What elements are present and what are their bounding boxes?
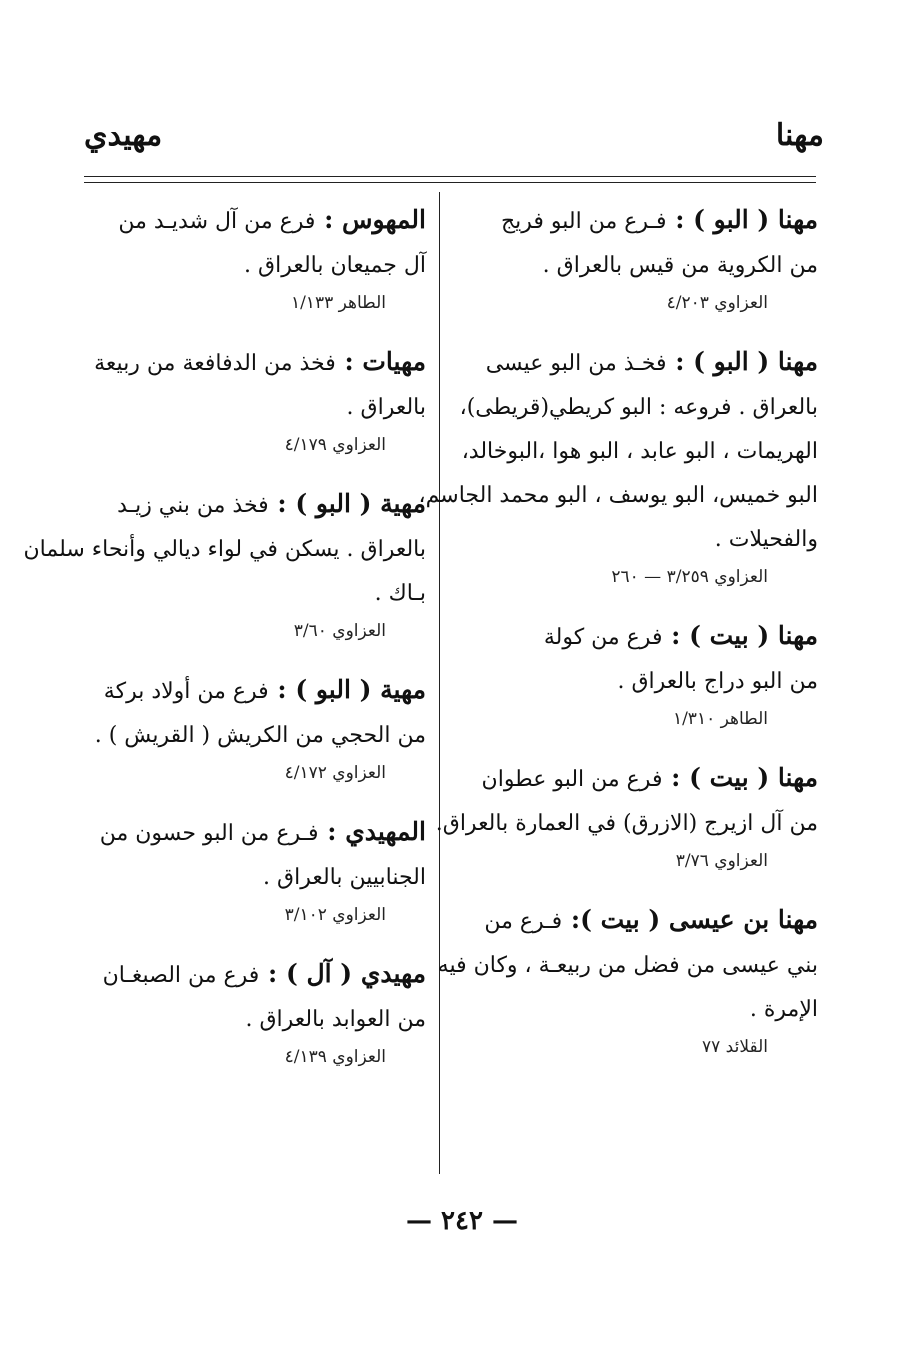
entry-source-reference: الطاهر ١/١٣٣: [290, 293, 386, 313]
dictionary-entry: [466, 198, 818, 318]
dictionary-entry: [86, 198, 426, 318]
entry-line: [86, 714, 426, 758]
entry-text: من العوابد بالعراق .: [245, 1007, 426, 1032]
entry-source-reference: العزاوي ٣/٢٥٩ — ٢٦٠: [611, 567, 768, 587]
entry-text: فـرع من البو حسون من: [99, 821, 319, 846]
entry-text: فرع من آل شديـد من: [118, 209, 316, 234]
entry-source-reference: العزاوي ٤/٢٠٣: [666, 293, 768, 313]
entry-line: [86, 998, 426, 1042]
entry-line: [86, 198, 426, 244]
entry-text: فرع من الصبغـان: [102, 963, 260, 988]
entry-line: [466, 756, 818, 802]
entry-text: من البو دراج بالعراق .: [617, 669, 818, 694]
entry-text: من الكروية من قيس بالعراق .: [542, 253, 818, 278]
entry-line: [466, 518, 818, 562]
entry-line: [466, 244, 818, 288]
entry-line: [86, 810, 426, 856]
dictionary-entry: [418, 340, 818, 592]
entry-text: من آل ازيرج (الازرق) في العمارة بالعراق.: [435, 811, 818, 836]
entry-line: [86, 244, 426, 288]
column-divider: [439, 192, 440, 1174]
entry-text: فـرع من: [484, 909, 563, 934]
entry-text: بـاك .: [374, 581, 426, 606]
entry-text: بالعراق . فروعه : البو كريطي(قريطى)،: [459, 395, 818, 420]
entry-line: [86, 572, 426, 616]
entry-headword: مهنا ( البو ) :: [666, 205, 818, 234]
dictionary-entry: [86, 952, 426, 1072]
entry-text: فخذ من الدفافعة من ربيعة: [94, 351, 336, 376]
entry-headword: مهيات :: [335, 347, 426, 376]
entry-line: [86, 482, 426, 528]
entry-source-reference: العزاوي ٤/١٣٩: [284, 1047, 386, 1067]
entry-source-reference: العزاوي ٣/٦٠: [293, 621, 386, 641]
entry-line: [86, 386, 426, 430]
entry-headword: مهنا ( بيت ) :: [662, 763, 818, 792]
entry-headword: المهوس :: [315, 205, 426, 234]
entry-line: [466, 660, 818, 704]
entry-line: [23, 528, 426, 572]
dictionary-entry: [86, 668, 426, 788]
entry-line: [466, 198, 818, 244]
entry-headword: مهنا بن عيسى ( بيت ):: [562, 905, 818, 934]
dictionary-entry: [86, 340, 426, 460]
dictionary-entry: [437, 898, 818, 1062]
entry-headword: مهية ( البو ) :: [268, 489, 426, 518]
entry-line: [461, 430, 818, 474]
entry-source-reference: العزاوي ٣/١٠٢: [284, 905, 386, 925]
entry-line: [466, 614, 818, 660]
entry-source-reference: العزاوي ٤/١٧٩: [284, 435, 386, 455]
page-number: — ٢٤٢ —: [405, 1206, 519, 1236]
entry-source-reference: الطاهر ١/٣١٠: [672, 709, 768, 729]
entry-text: والفحيلات .: [714, 527, 818, 552]
right-column: [418, 198, 818, 1084]
dictionary-entry: [86, 810, 426, 930]
entry-line: [86, 952, 426, 998]
entry-text: فخـذ من البو عيسى: [485, 351, 667, 376]
dictionary-entry: [23, 482, 426, 646]
entry-headword: مهيدي ( آل ) :: [259, 959, 426, 988]
header-rule-top: [84, 176, 816, 177]
entry-text: الجنابيين بالعراق .: [263, 865, 426, 890]
entry-line: [466, 898, 818, 944]
entry-headword: المهيدي :: [318, 817, 426, 846]
entry-line: [418, 474, 818, 518]
entry-text: بني عيسى من فضل من ربيعـة ، وكان فيه: [437, 953, 818, 978]
entry-source-reference: العزاوي ٤/١٧٢: [284, 763, 386, 783]
entry-line: [435, 802, 818, 846]
entry-text: بالعراق . يسكن في لواء ديالي وأنحاء سلمان: [23, 537, 426, 562]
entry-text: من الحجي من الكريش ( القريش ) .: [94, 723, 426, 748]
entry-headword: مهنا ( البو ) :: [666, 347, 818, 376]
entry-text: فرع من كولة: [543, 625, 663, 650]
entry-line: [86, 668, 426, 714]
entry-text: البو خميس، البو يوسف ، البو محمد الجاسم،: [418, 483, 818, 508]
entry-text: فخذ من بني زيـد: [117, 493, 269, 518]
entry-headword: مهية ( البو ) :: [268, 675, 426, 704]
entry-line: [466, 988, 818, 1032]
entry-text: الإمرة .: [749, 997, 818, 1022]
entry-text: فرع من أولاد بركة: [103, 679, 269, 704]
entry-line: [86, 340, 426, 386]
entry-line: [437, 944, 818, 988]
dictionary-entry: [435, 756, 818, 876]
dictionary-entry: [466, 614, 818, 734]
entry-line: [86, 856, 426, 900]
running-head-left: مهيدي: [84, 118, 163, 153]
entry-line: [466, 340, 818, 386]
entry-headword: مهنا ( بيت ) :: [662, 621, 818, 650]
entry-text: فرع من البو عطوان: [481, 767, 663, 792]
entry-line: [459, 386, 818, 430]
left-column: [23, 198, 426, 1094]
entry-source-reference: القلائد ٧٧: [702, 1037, 768, 1057]
entry-text: آل جميعان بالعراق .: [244, 253, 426, 278]
entry-source-reference: العزاوي ٣/٧٦: [675, 851, 768, 871]
entry-text: بالعراق .: [346, 395, 426, 420]
entry-text: الهريمات ، البو عابد ، البو هوا ،البوخالد،: [461, 439, 818, 464]
header-rule-bottom: [84, 182, 816, 183]
running-head-right: مهنا: [775, 118, 824, 153]
entry-text: فـرع من البو فريج: [500, 209, 667, 234]
